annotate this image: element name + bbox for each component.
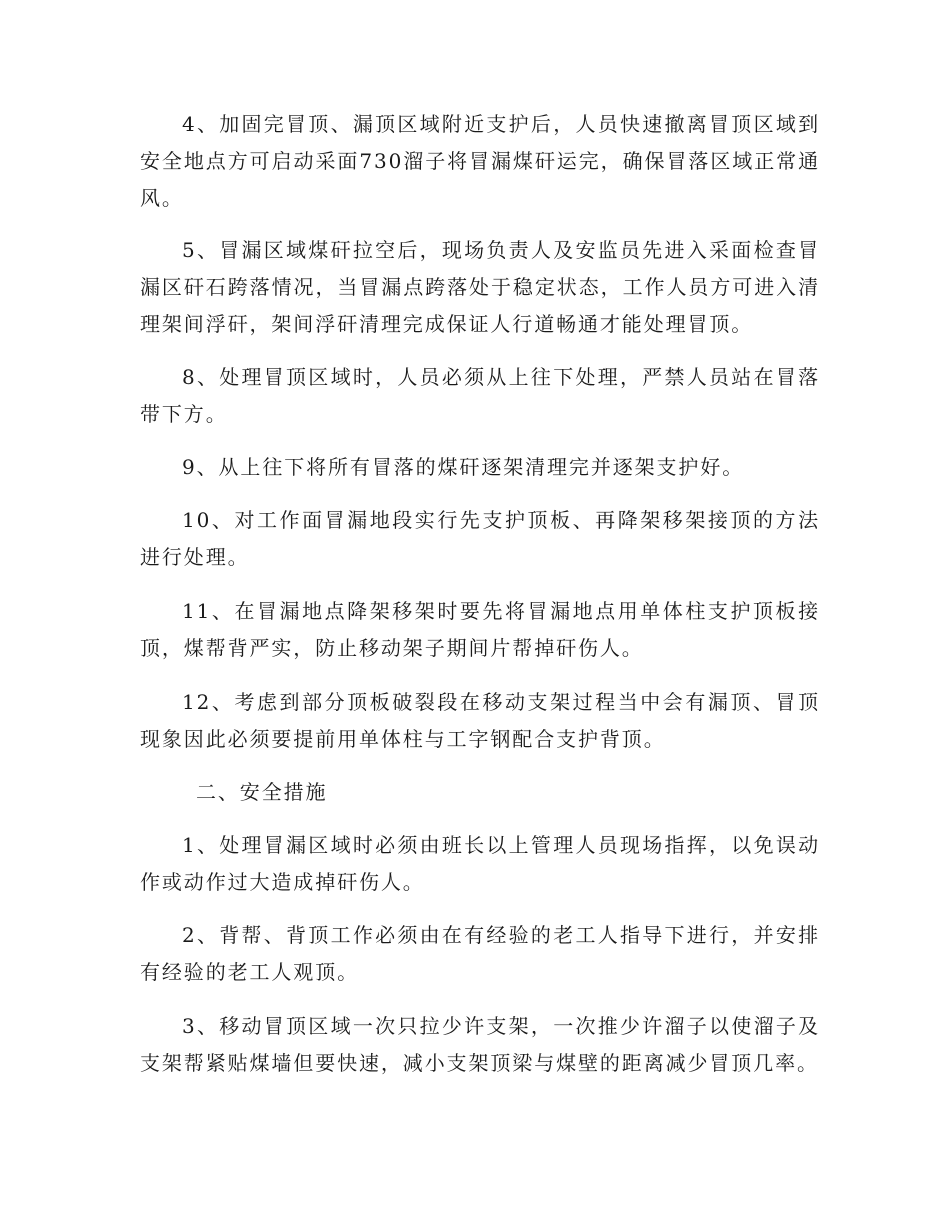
section-heading-safety: 二、安全措施 xyxy=(196,780,328,804)
paragraph-item-12: 12、考虑到部分顶板破裂段在移动支架过程当中会有漏顶、冒顶现象因此必须要提前用单体柱与工字钢配合支护背顶。 xyxy=(140,690,820,751)
safety-item-1: 1、处理冒漏区域时必须由班长以上管理人员现场指挥，以免误动作或动作过大造成掉矸伤人。 xyxy=(140,833,820,894)
paragraph-item-9: 9、从上往下将所有冒落的煤矸逐架清理完并逐架支护好。 xyxy=(182,455,745,479)
safety-item-2: 2、背帮、背顶工作必须由在有经验的老工人指导下进行，并安排有经验的老工人观顶。 xyxy=(140,923,820,984)
safety-item-3: 3、移动冒顶区域一次只拉少许支架，一次推少许溜子以使溜子及支架帮紧贴煤墙但要快速，减小支架顶梁与煤壁的距离减少冒顶几率。 xyxy=(140,1014,820,1075)
paragraph-item-10: 10、对工作面冒漏地段实行先支护顶板、再降架移架接顶的方法进行处理。 xyxy=(140,508,820,569)
paragraph-item-4: 4、加固完冒顶、漏顶区域附近支护后，人员快速撤离冒顶区域到安全地点方可启动采面730溜子将冒漏煤矸运完，确保冒落区域正常通风。 xyxy=(140,112,820,210)
paragraph-item-8: 8、处理冒顶区域时，人员必须从上往下处理，严禁人员站在冒落带下方。 xyxy=(140,365,820,426)
paragraph-item-5: 5、冒漏区域煤矸拉空后，现场负责人及安监员先进入采面检查冒漏区矸石跨落情况，当冒漏点跨落处于稳定状态，工作人员方可进入清理架间浮矸，架间浮矸清理完成保证人行道畅通才能处理冒顶。 xyxy=(140,238,820,336)
paragraph-item-11: 11、在冒漏地点降架移架时要先将冒漏地点用单体柱支护顶板接顶，煤帮背严实，防止移动架子期间片帮掉矸伤人。 xyxy=(140,599,820,660)
